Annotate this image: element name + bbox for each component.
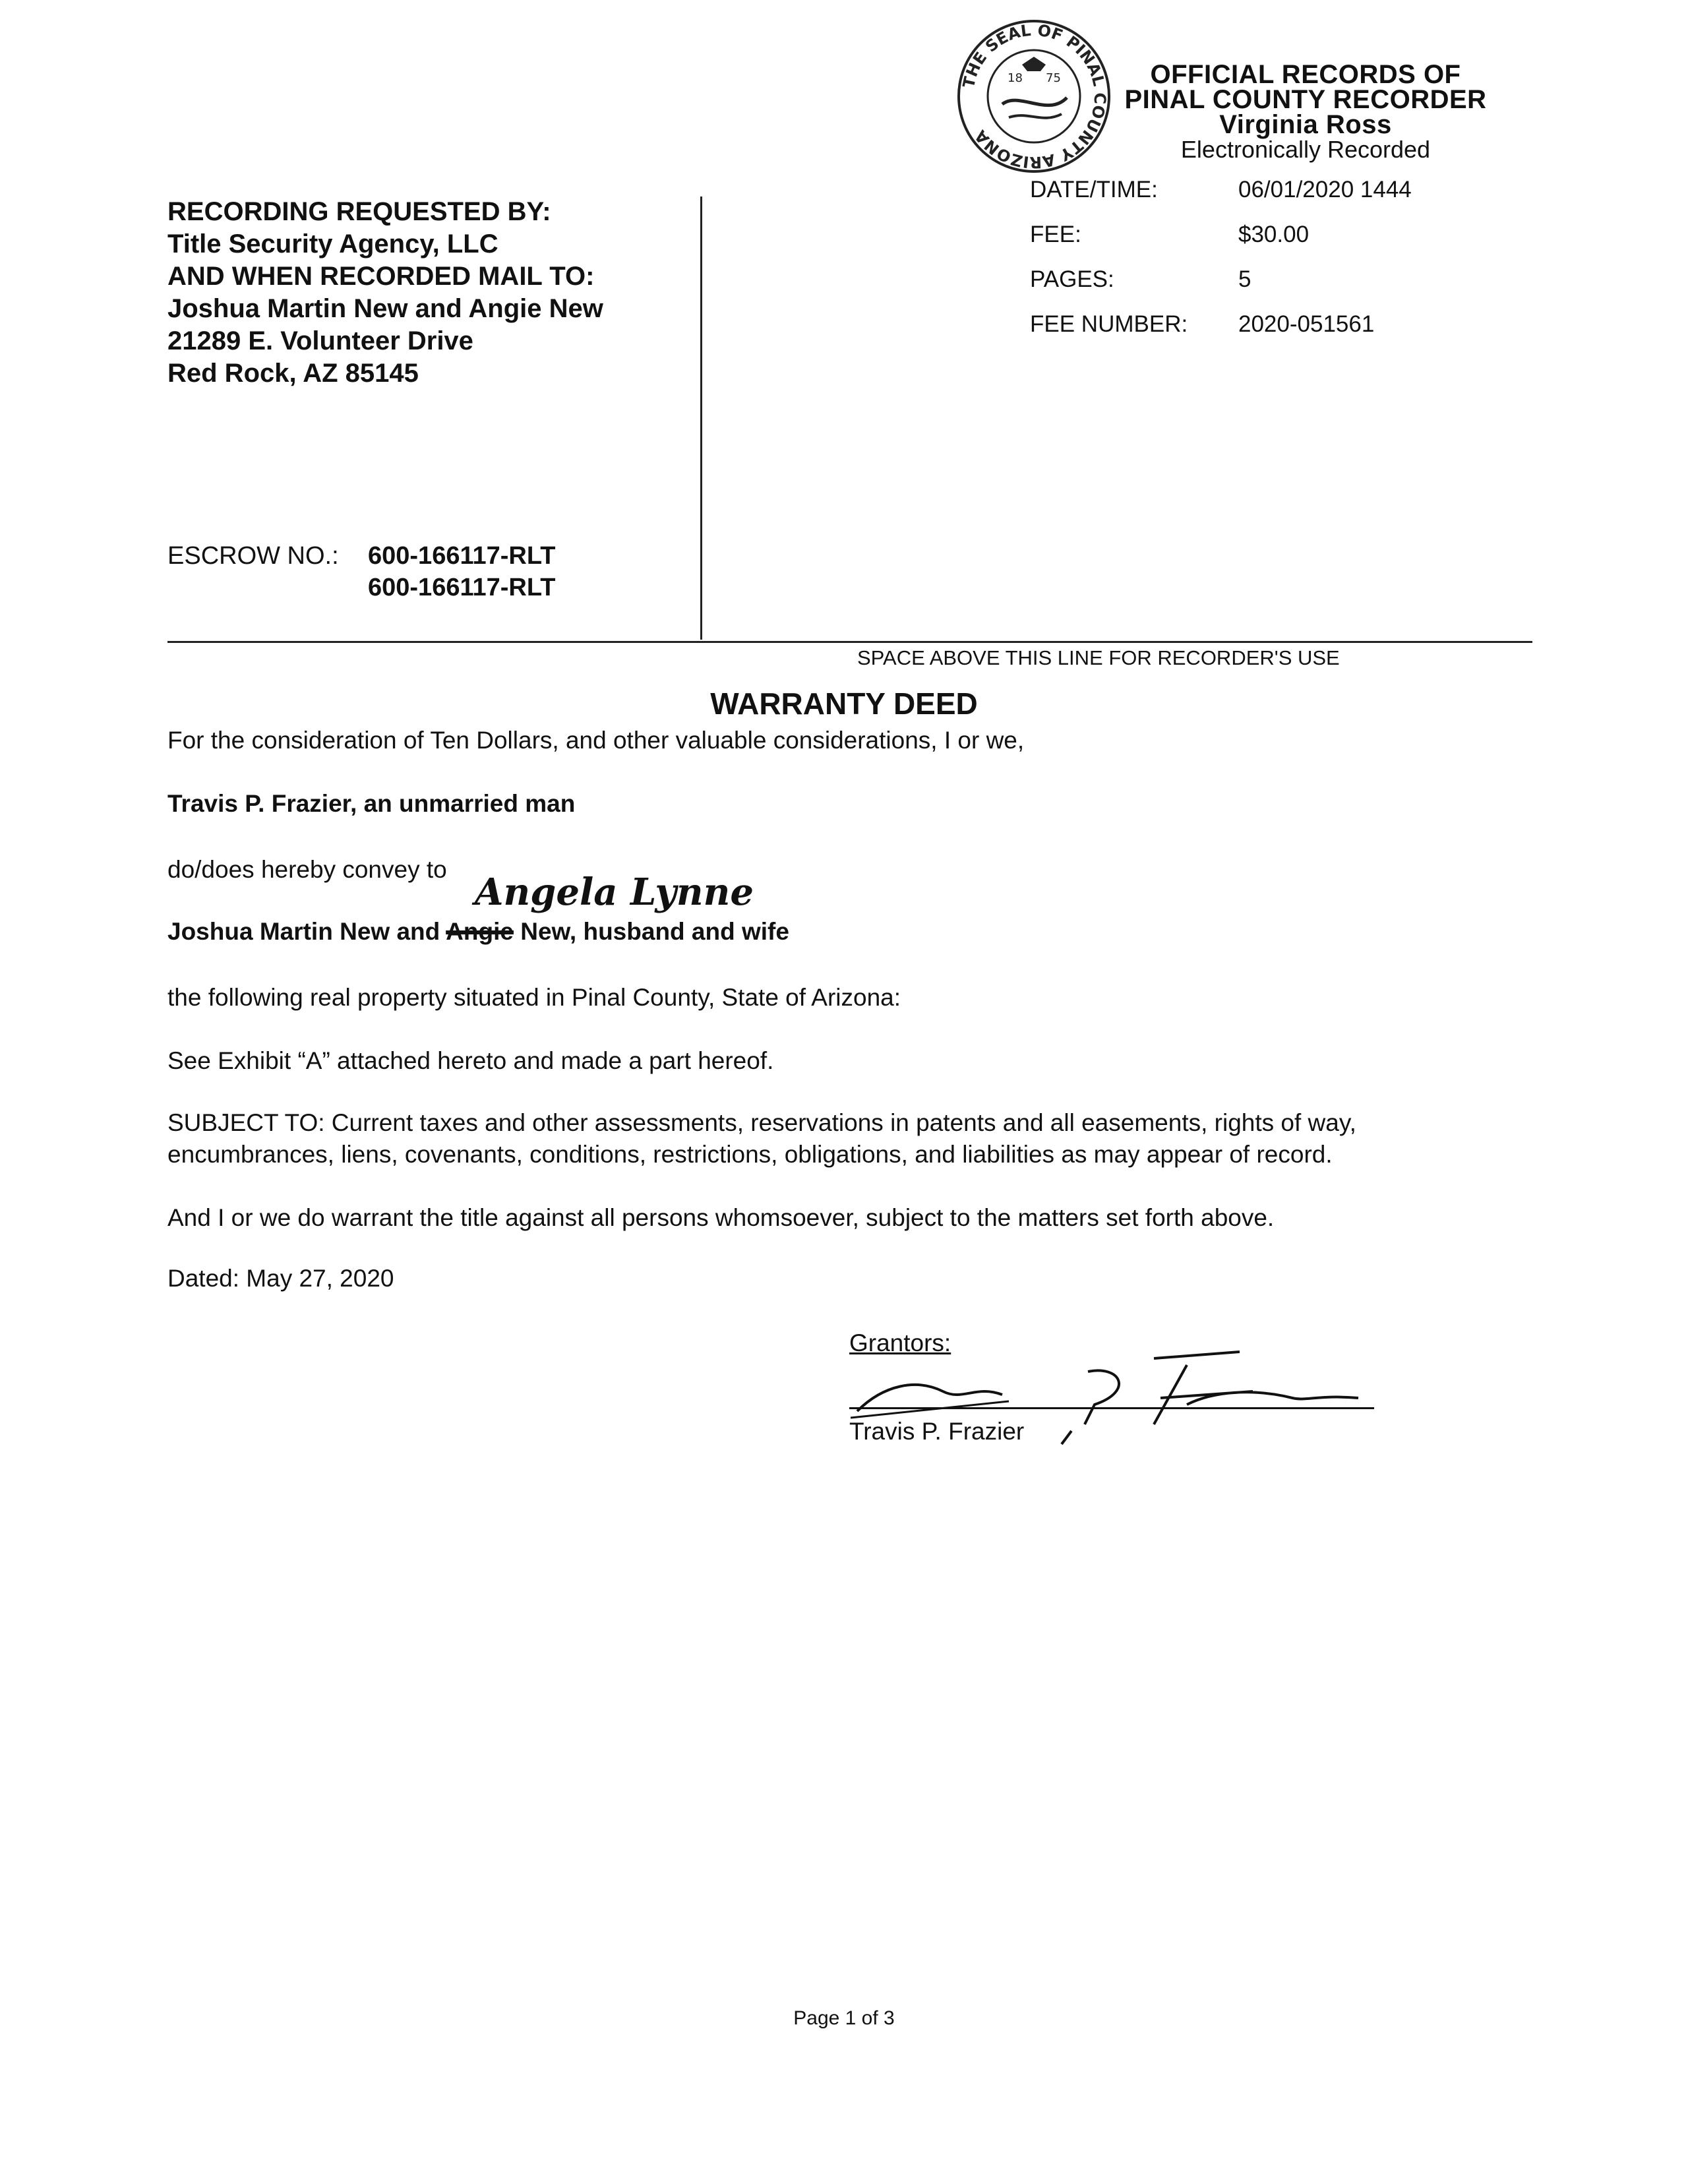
signer-name: Travis P. Frazier bbox=[849, 1418, 1025, 1445]
datetime-value: 06/01/2020 1444 bbox=[1238, 177, 1412, 202]
escrow-number-2: 600-166117-RLT bbox=[368, 574, 556, 601]
grantee-after: New, husband and wife bbox=[520, 918, 789, 945]
datetime-label: DATE/TIME: bbox=[1030, 177, 1158, 202]
subject-to-line2: encumbrances, liens, covenants, conditions, restrictions, obligations, and liabilities as may appear of record. bbox=[167, 1141, 1333, 1168]
mail-to-label: AND WHEN RECORDED MAIL TO: bbox=[167, 262, 595, 291]
grantor-name: Travis P. Frazier, an unmarried man bbox=[167, 790, 576, 817]
mail-to-name: Joshua Martin New and Angie New bbox=[167, 294, 603, 323]
escrow-label: ESCROW NO.: bbox=[167, 542, 339, 570]
mail-to-street: 21289 E. Volunteer Drive bbox=[167, 326, 473, 355]
property-text: the following real property situated in Pinal County, State of Arizona: bbox=[167, 984, 901, 1011]
subject-to-line1: SUBJECT TO: Current taxes and other assessments, reservations in patents and all easements, rights of way, bbox=[167, 1109, 1356, 1136]
pages-label: PAGES: bbox=[1030, 266, 1114, 292]
deed-title: WARRANTY DEED bbox=[710, 686, 978, 721]
header-divider-vertical bbox=[700, 197, 702, 640]
recorder-electronic-note: Electronically Recorded bbox=[1180, 136, 1431, 163]
grantee-before: Joshua Martin New and bbox=[167, 918, 440, 945]
seal-year-left: 18 bbox=[1008, 71, 1023, 85]
grantee-struck-name: Angie bbox=[446, 918, 514, 945]
fee-label: FEE: bbox=[1030, 222, 1081, 247]
fee-value: $30.00 bbox=[1238, 222, 1310, 247]
exhibit-text: See Exhibit “A” attached hereto and made a part hereof. bbox=[167, 1047, 774, 1074]
recorder-name: Virginia Ross bbox=[1219, 110, 1392, 139]
seal-emblem-icon bbox=[1002, 98, 1067, 106]
pages-value: 5 bbox=[1238, 266, 1251, 292]
recorder-space-note: SPACE ABOVE THIS LINE FOR RECORDER'S USE bbox=[857, 646, 1340, 669]
seal-ring-text: THE SEAL OF PINAL COUNTY ARIZONA bbox=[959, 20, 1110, 172]
fee-number-label: FEE NUMBER: bbox=[1030, 311, 1188, 337]
fee-number-value: 2020-051561 bbox=[1238, 311, 1375, 337]
mail-to-city: Red Rock, AZ 85145 bbox=[167, 359, 419, 388]
page-number: Page 1 of 3 bbox=[793, 2007, 895, 2029]
handwritten-insert: Angela Lynne bbox=[475, 870, 754, 914]
recording-requested-label: RECORDING REQUESTED BY: bbox=[167, 197, 551, 226]
warrant-text: And I or we do warrant the title against all persons whomsoever, subject to the matters set forth above. bbox=[167, 1204, 1275, 1231]
signature-line bbox=[849, 1407, 1374, 1409]
recorder-title-line1: OFFICIAL RECORDS OF bbox=[1150, 60, 1461, 89]
grantee-line bbox=[167, 918, 789, 946]
escrow-number-1: 600-166117-RLT bbox=[368, 542, 556, 570]
recorder-title-line2: PINAL COUNTY RECORDER bbox=[1124, 85, 1487, 114]
recorder-space-line bbox=[167, 641, 1532, 643]
grantors-label: Grantors: bbox=[849, 1329, 951, 1356]
dated-text: Dated: May 27, 2020 bbox=[167, 1265, 394, 1292]
seal-year-right: 75 bbox=[1046, 71, 1061, 85]
convey-text: do/does hereby convey to bbox=[167, 856, 447, 883]
requesting-agency: Title Security Agency, LLC bbox=[167, 229, 498, 258]
consideration-text: For the consideration of Ten Dollars, and other valuable considerations, I or we, bbox=[167, 727, 1025, 754]
